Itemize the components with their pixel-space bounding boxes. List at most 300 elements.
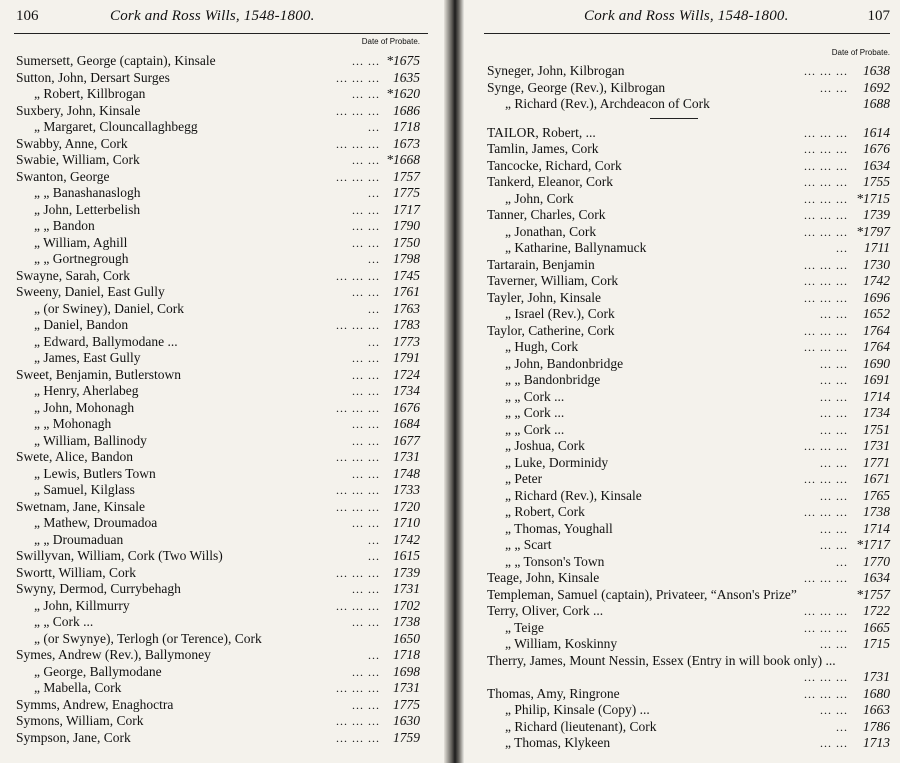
will-entry bbox=[487, 323, 890, 340]
leader-dots: ... ... ... bbox=[804, 208, 848, 222]
probate-year: 1702 bbox=[393, 597, 420, 613]
entry-name: „ Richard (Rev.), Archdeacon of Cork bbox=[505, 96, 710, 111]
entry-name: Sympson, Jane, Cork bbox=[16, 729, 131, 745]
will-entry bbox=[16, 680, 420, 697]
probate-year: 1717 bbox=[393, 201, 420, 217]
probate-year: 1733 bbox=[393, 482, 420, 497]
leader-dots: ... ... bbox=[352, 285, 380, 299]
entry-name: „ „ Bandonbridge bbox=[505, 372, 601, 387]
entry-name: „ William, Aghill bbox=[34, 234, 128, 250]
leader-dots: ... ... bbox=[820, 389, 848, 404]
will-entry bbox=[487, 240, 890, 257]
probate-year: 1770 bbox=[863, 553, 890, 569]
leader-dots: ... ... ... bbox=[336, 450, 380, 464]
leader-dots: ... ... ... bbox=[804, 571, 848, 585]
probate-year: *1757 bbox=[856, 586, 890, 602]
will-entry bbox=[487, 273, 890, 290]
will-entry bbox=[487, 191, 890, 208]
entry-name: „ Hugh, Cork bbox=[505, 339, 579, 354]
entry-name: „ „ Banashanaslogh bbox=[34, 185, 141, 200]
entry-name: „ Richard (Rev.), Kinsale bbox=[505, 487, 642, 503]
will-entry bbox=[16, 515, 420, 532]
will-entry bbox=[487, 290, 890, 307]
section-divider bbox=[460, 113, 900, 125]
probate-year: 1775 bbox=[393, 185, 420, 200]
will-entry bbox=[16, 598, 420, 615]
entry-name: „ „ Scart bbox=[505, 537, 552, 552]
will-entry bbox=[16, 169, 420, 186]
probate-year: *1620 bbox=[386, 86, 420, 101]
leader-dots: ... bbox=[368, 301, 380, 316]
entry-name: Swete, Alice, Bandon bbox=[16, 449, 133, 464]
will-entry bbox=[16, 119, 420, 136]
will-entry bbox=[16, 664, 420, 681]
will-entry bbox=[487, 96, 890, 113]
probate-year: *1717 bbox=[856, 537, 890, 552]
probate-year: 1739 bbox=[393, 564, 420, 580]
probate-year: 1731 bbox=[393, 680, 420, 695]
will-entry bbox=[16, 499, 420, 516]
will-entry bbox=[16, 235, 420, 252]
leader-dots: ... ... bbox=[352, 664, 380, 679]
probate-year: *1668 bbox=[386, 152, 420, 167]
probate-year: 1773 bbox=[393, 333, 420, 349]
will-entry bbox=[16, 581, 420, 598]
leader-dots: ... ... ... bbox=[336, 136, 380, 151]
will-entry bbox=[16, 713, 420, 730]
entry-name: Terry, Oliver, Cork ... bbox=[487, 603, 604, 618]
will-entry bbox=[16, 565, 420, 582]
leader-dots: ... ... bbox=[352, 235, 380, 250]
entry-name: „ „ Bandon bbox=[34, 218, 95, 233]
entry-name: „ John, Cork bbox=[505, 190, 574, 206]
will-entry bbox=[487, 636, 890, 653]
leader-dots: ... ... ... bbox=[336, 268, 380, 283]
probate-year: 1684 bbox=[393, 416, 420, 431]
entry-name: „ „ Droumaduan bbox=[34, 531, 124, 547]
leader-dots: ... ... ... bbox=[336, 598, 380, 613]
entry-name: „ Thomas, Youghall bbox=[505, 520, 613, 536]
entry-name: Swabie, William, Cork bbox=[16, 152, 140, 167]
entry-name: „ „ Cork ... bbox=[505, 421, 565, 437]
probate-year: 1771 bbox=[863, 454, 890, 470]
entry-name: Swillyvan, William, Cork (Two Wills) bbox=[16, 548, 223, 563]
probate-year: 1761 bbox=[393, 284, 420, 299]
leader-dots: ... ... ... bbox=[804, 224, 848, 239]
page-number: 107 bbox=[867, 8, 890, 24]
leader-dots: ... ... bbox=[352, 582, 380, 596]
entry-name: Swabby, Anne, Cork bbox=[16, 135, 128, 151]
leader-dots: ... ... bbox=[352, 466, 380, 481]
leader-dots: ... ... ... bbox=[336, 681, 380, 695]
entry-name: „ Katharine, Ballynamuck bbox=[505, 240, 647, 255]
leader-dots: ... ... bbox=[352, 87, 380, 101]
will-entry bbox=[16, 383, 420, 400]
probate-year: 1635 bbox=[393, 69, 420, 85]
entry-name: „ Edward, Ballymodane ... bbox=[34, 333, 178, 349]
leader-dots: ... ... ... bbox=[804, 125, 848, 140]
leader-dots: ... ... bbox=[352, 384, 380, 398]
probate-year: 1614 bbox=[863, 124, 890, 140]
header-rule bbox=[14, 33, 428, 34]
probate-year: 1718 bbox=[393, 647, 420, 662]
leader-dots: ... ... bbox=[820, 373, 848, 387]
entry-name: Symes, Andrew (Rev.), Ballymoney bbox=[16, 647, 211, 662]
will-entry bbox=[487, 174, 890, 191]
entry-name: Tartarain, Benjamin bbox=[487, 256, 595, 272]
probate-year: 1663 bbox=[863, 702, 890, 717]
will-entry bbox=[487, 80, 890, 97]
leader-dots: ... ... bbox=[352, 697, 380, 712]
leader-dots: ... ... ... bbox=[804, 472, 848, 486]
will-entry bbox=[16, 218, 420, 235]
will-entry bbox=[487, 372, 890, 389]
leader-dots: ... bbox=[836, 241, 848, 255]
entry-name: „ Jonathan, Cork bbox=[505, 223, 597, 239]
will-entry bbox=[16, 53, 420, 70]
will-entry bbox=[16, 367, 420, 384]
will-entry bbox=[487, 471, 890, 488]
probate-year: 1615 bbox=[393, 548, 420, 563]
entry-name: „ „ Tonson's Town bbox=[505, 553, 605, 569]
will-entry bbox=[16, 482, 420, 499]
will-entry bbox=[16, 152, 420, 169]
entry-name: Tankerd, Eleanor, Cork bbox=[487, 174, 613, 189]
leader-dots: ... bbox=[836, 554, 848, 569]
will-entry bbox=[16, 268, 420, 285]
probate-year: 1783 bbox=[393, 317, 420, 332]
leader-dots: ... ... bbox=[820, 521, 848, 536]
leader-dots: ... bbox=[368, 252, 380, 266]
entry-name: Sutton, John, Dersart Surges bbox=[16, 69, 170, 85]
probate-year: 1720 bbox=[393, 498, 420, 514]
will-entry bbox=[16, 317, 420, 334]
leader-dots: ... ... ... bbox=[804, 340, 848, 354]
running-title: Cork and Ross Wills, 1548-1800. bbox=[110, 8, 315, 24]
will-entry bbox=[16, 70, 420, 87]
entry-name: Swayne, Sarah, Cork bbox=[16, 267, 130, 283]
entry-name: Swetnam, Jane, Kinsale bbox=[16, 498, 145, 514]
will-entry bbox=[16, 400, 420, 417]
entry-name: Teage, John, Kinsale bbox=[487, 570, 600, 585]
entry-name: Tayler, John, Kinsale bbox=[487, 289, 601, 305]
probate-year: 1790 bbox=[393, 218, 420, 233]
right-running-head bbox=[460, 6, 900, 30]
will-entry bbox=[16, 334, 420, 351]
probate-year: 1688 bbox=[863, 96, 890, 111]
will-entry bbox=[16, 433, 420, 450]
leader-dots: ... bbox=[368, 549, 380, 563]
will-entry bbox=[16, 631, 420, 648]
probate-year: 1710 bbox=[393, 515, 420, 530]
probate-year: 1698 bbox=[393, 663, 420, 679]
leader-dots: ... ... bbox=[820, 703, 848, 717]
will-entry bbox=[487, 603, 890, 620]
leader-dots: ... ... bbox=[820, 736, 848, 750]
probate-year: 1714 bbox=[863, 388, 890, 404]
leader-dots: ... ... ... bbox=[804, 175, 848, 189]
entry-name: „ Robert, Killbrogan bbox=[34, 86, 146, 101]
entry-name: Symons, William, Cork bbox=[16, 713, 144, 728]
leader-dots: ... bbox=[368, 186, 380, 200]
leader-dots: ... ... bbox=[352, 367, 380, 382]
probate-year: 1738 bbox=[393, 614, 420, 629]
right-entry-list bbox=[460, 63, 900, 752]
entry-name: „ Henry, Aherlabeg bbox=[34, 383, 139, 398]
will-entry bbox=[16, 350, 420, 367]
entry-name: „ William, Ballinody bbox=[34, 432, 147, 448]
probate-year: 1634 bbox=[863, 157, 890, 173]
leader-dots: ... ... ... bbox=[336, 730, 380, 745]
leader-dots: ... ... bbox=[820, 455, 848, 470]
leader-dots: ... ... ... bbox=[804, 158, 848, 173]
entry-name: „ Thomas, Klykeen bbox=[505, 735, 611, 750]
will-entry bbox=[487, 63, 890, 80]
entry-name: Templeman, Samuel (captain), Privateer, “Anson's Prize” bbox=[487, 586, 797, 602]
probate-year: 1755 bbox=[863, 174, 890, 189]
leader-dots: ... ... ... bbox=[804, 439, 848, 453]
will-entry bbox=[16, 697, 420, 714]
entry-name: „ William, Koskinny bbox=[505, 636, 618, 651]
leader-dots: ... ... ... bbox=[336, 70, 380, 85]
probate-year: 1798 bbox=[393, 251, 420, 266]
will-entry bbox=[16, 532, 420, 549]
header-rule bbox=[484, 33, 890, 34]
leader-dots: ... ... ... bbox=[336, 318, 380, 332]
probate-year: 1731 bbox=[393, 581, 420, 596]
probate-year: *1715 bbox=[856, 190, 890, 206]
will-entry bbox=[487, 389, 890, 406]
entry-name: Syneger, John, Kilbrogan bbox=[487, 63, 625, 78]
entry-name: „ Margaret, Clouncallaghbegg bbox=[34, 119, 198, 134]
entry-name: „ „ Gortnegrough bbox=[34, 251, 129, 266]
probate-year: 1714 bbox=[863, 520, 890, 536]
probate-year: 1791 bbox=[393, 350, 420, 365]
probate-year: 1677 bbox=[393, 432, 420, 448]
will-entry bbox=[487, 504, 890, 521]
probate-year: 1718 bbox=[393, 119, 420, 134]
leader-dots: ... ... bbox=[352, 219, 380, 233]
probate-year: 1730 bbox=[863, 256, 890, 272]
will-entry bbox=[487, 207, 890, 224]
probate-year: 1652 bbox=[863, 306, 890, 321]
will-entry bbox=[487, 719, 890, 736]
probate-year: 1750 bbox=[393, 234, 420, 250]
will-entry bbox=[487, 125, 890, 142]
leader-dots: ... ... bbox=[820, 307, 848, 321]
probate-year: 1759 bbox=[393, 729, 420, 745]
entry-name: „ John, Letterbelish bbox=[34, 201, 141, 217]
will-entry bbox=[487, 735, 890, 752]
entry-name: Sweeny, Daniel, East Gully bbox=[16, 284, 165, 299]
will-entry bbox=[487, 554, 890, 571]
will-entry bbox=[16, 614, 420, 631]
entry-name: „ Mathew, Droumadoa bbox=[34, 515, 158, 530]
probate-year: 1691 bbox=[863, 372, 890, 387]
leader-dots: ... ... ... bbox=[804, 274, 848, 288]
probate-year: 1713 bbox=[863, 735, 890, 750]
entry-name: „ Israel (Rev.), Cork bbox=[505, 306, 615, 321]
probate-year: 1763 bbox=[393, 300, 420, 316]
will-entry bbox=[487, 356, 890, 373]
will-entry bbox=[487, 521, 890, 538]
entry-name: Symms, Andrew, Enaghoctra bbox=[16, 696, 174, 712]
entry-name: „ Robert, Cork bbox=[505, 504, 585, 519]
entry-name: „ (or Swynye), Terlogh (or Terence), Cork bbox=[34, 630, 262, 646]
entry-name: „ (or Swiney), Daniel, Cork bbox=[34, 300, 184, 316]
entry-name: „ Teige bbox=[505, 619, 544, 635]
will-entry bbox=[16, 647, 420, 664]
leader-dots: ... ... ... bbox=[804, 290, 848, 305]
probate-year: 1751 bbox=[863, 421, 890, 437]
leader-dots: ... ... bbox=[352, 417, 380, 431]
leader-dots: ... ... bbox=[352, 54, 380, 68]
leader-dots: ... ... ... bbox=[804, 505, 848, 519]
left-entry-list bbox=[0, 53, 448, 746]
entry-name: „ Richard (lieutenant), Cork bbox=[505, 718, 657, 734]
probate-year: 1724 bbox=[393, 366, 420, 382]
will-entry bbox=[487, 224, 890, 241]
will-entry bbox=[16, 103, 420, 120]
probate-year: 1742 bbox=[863, 273, 890, 288]
probate-year: *1797 bbox=[856, 223, 890, 239]
leader-dots: ... ... bbox=[352, 202, 380, 217]
leader-dots: ... ... bbox=[820, 538, 848, 552]
entry-name: „ John, Bandonbridge bbox=[505, 355, 624, 371]
will-entry bbox=[487, 570, 890, 587]
leader-dots: ... ... bbox=[820, 422, 848, 437]
probate-year: 1731 bbox=[863, 438, 890, 453]
probate-year: 1690 bbox=[863, 355, 890, 371]
entry-name: Swanton, George bbox=[16, 168, 110, 184]
leader-dots: ... ... bbox=[820, 406, 848, 420]
probate-year: 1696 bbox=[863, 289, 890, 305]
right-page bbox=[460, 0, 900, 763]
left-page bbox=[0, 0, 448, 763]
probate-year: 1765 bbox=[863, 487, 890, 503]
will-entry bbox=[487, 405, 890, 422]
will-entry bbox=[487, 653, 890, 686]
will-entry bbox=[16, 202, 420, 219]
leader-dots: ... ... bbox=[820, 488, 848, 503]
leader-dots: ... ... bbox=[352, 516, 380, 530]
will-entry bbox=[16, 466, 420, 483]
leader-dots: ... ... ... bbox=[336, 565, 380, 580]
leader-dots: ... ... ... bbox=[336, 499, 380, 514]
will-entry bbox=[487, 158, 890, 175]
will-entry bbox=[487, 438, 890, 455]
probate-year: 1738 bbox=[863, 504, 890, 519]
entry-name: „ Peter bbox=[505, 471, 543, 486]
will-entry bbox=[16, 284, 420, 301]
entry-name: Synge, George (Rev.), Kilbrogan bbox=[487, 79, 666, 95]
entry-name: Taverner, William, Cork bbox=[487, 273, 619, 288]
probate-year: 1686 bbox=[393, 102, 420, 118]
will-entry bbox=[16, 86, 420, 103]
entry-name: Swortt, William, Cork bbox=[16, 564, 136, 580]
running-title: Cork and Ross Wills, 1548-1800. bbox=[584, 8, 789, 24]
leader-dots: ... ... ... bbox=[804, 686, 848, 701]
entry-name: Sumersett, George (captain), Kinsale bbox=[16, 53, 216, 68]
will-entry bbox=[487, 455, 890, 472]
entry-name: „ Luke, Dorminidy bbox=[505, 454, 609, 470]
probate-year: 1676 bbox=[863, 141, 890, 156]
leader-dots: ... ... ... bbox=[804, 64, 848, 78]
probate-year: 1775 bbox=[393, 696, 420, 712]
leader-dots: ... bbox=[368, 532, 380, 547]
leader-dots: ... ... bbox=[352, 615, 380, 629]
will-entry bbox=[487, 587, 890, 604]
probate-year: 1673 bbox=[393, 135, 420, 151]
entry-name: Swyny, Dermod, Currybehagh bbox=[16, 581, 181, 596]
leader-dots: ... ... bbox=[352, 351, 380, 365]
probate-year: 1731 bbox=[863, 669, 890, 684]
probate-year: 1742 bbox=[393, 531, 420, 547]
entry-name: „ Mabella, Cork bbox=[34, 680, 122, 695]
entry-name: Tanner, Charles, Cork bbox=[487, 207, 606, 222]
entry-name: Thomas, Amy, Ringrone bbox=[487, 685, 620, 701]
entry-name: Taylor, Catherine, Cork bbox=[487, 322, 615, 338]
leader-dots: ... ... ... bbox=[804, 142, 848, 156]
probate-year: 1715 bbox=[863, 636, 890, 651]
will-entry bbox=[16, 449, 420, 466]
probate-year: 1665 bbox=[863, 619, 890, 635]
entry-name: TAILOR, Robert, ... bbox=[487, 124, 596, 140]
probate-year: 1731 bbox=[393, 449, 420, 464]
date-of-probate-header: Date of Probate. bbox=[831, 48, 890, 57]
probate-year: *1675 bbox=[386, 53, 420, 68]
leader-dots: ... ... bbox=[352, 433, 380, 448]
probate-year: 1638 bbox=[863, 63, 890, 78]
entry-name: Sweet, Benjamin, Butlerstown bbox=[16, 366, 181, 382]
entry-name: „ Lewis, Butlers Town bbox=[34, 465, 156, 481]
leader-dots: ... ... bbox=[820, 356, 848, 371]
probate-year: 1711 bbox=[864, 240, 890, 255]
probate-year: 1671 bbox=[863, 471, 890, 486]
will-entry bbox=[487, 702, 890, 719]
probate-year: 1734 bbox=[863, 405, 890, 420]
page-number: 106 bbox=[16, 8, 39, 24]
will-entry bbox=[16, 185, 420, 202]
will-entry bbox=[16, 251, 420, 268]
leader-dots: ... ... ... bbox=[804, 604, 848, 618]
entry-name: „ Philip, Kinsale (Copy) ... bbox=[505, 702, 650, 717]
entry-name: „ John, Mohonagh bbox=[34, 399, 135, 415]
entry-name: Tancocke, Richard, Cork bbox=[487, 157, 622, 173]
entry-name: Therry, James, Mount Nessin, Essex (Entry in will book only) ... bbox=[487, 652, 836, 668]
probate-year: 1680 bbox=[863, 685, 890, 701]
probate-year: 1745 bbox=[393, 267, 420, 283]
will-entry bbox=[487, 339, 890, 356]
entry-name: Tamlin, James, Cork bbox=[487, 141, 599, 156]
will-entry bbox=[487, 488, 890, 505]
entry-name: „ Daniel, Bandon bbox=[34, 317, 129, 332]
leader-dots: ... ... ... bbox=[336, 714, 380, 728]
probate-year: 1692 bbox=[863, 79, 890, 95]
entry-name: „ „ Cork ... bbox=[505, 405, 565, 420]
will-entry bbox=[16, 416, 420, 433]
will-entry bbox=[16, 548, 420, 565]
entry-name: „ Samuel, Kilglass bbox=[34, 482, 135, 497]
probate-year: 1630 bbox=[393, 713, 420, 728]
probate-year: 1786 bbox=[863, 718, 890, 734]
will-entry bbox=[487, 306, 890, 323]
probate-year: 1748 bbox=[393, 465, 420, 481]
leader-dots: ... ... ... bbox=[336, 169, 380, 184]
leader-dots: ... bbox=[836, 719, 848, 734]
probate-year: 1739 bbox=[863, 207, 890, 222]
leader-dots: ... bbox=[368, 334, 380, 349]
